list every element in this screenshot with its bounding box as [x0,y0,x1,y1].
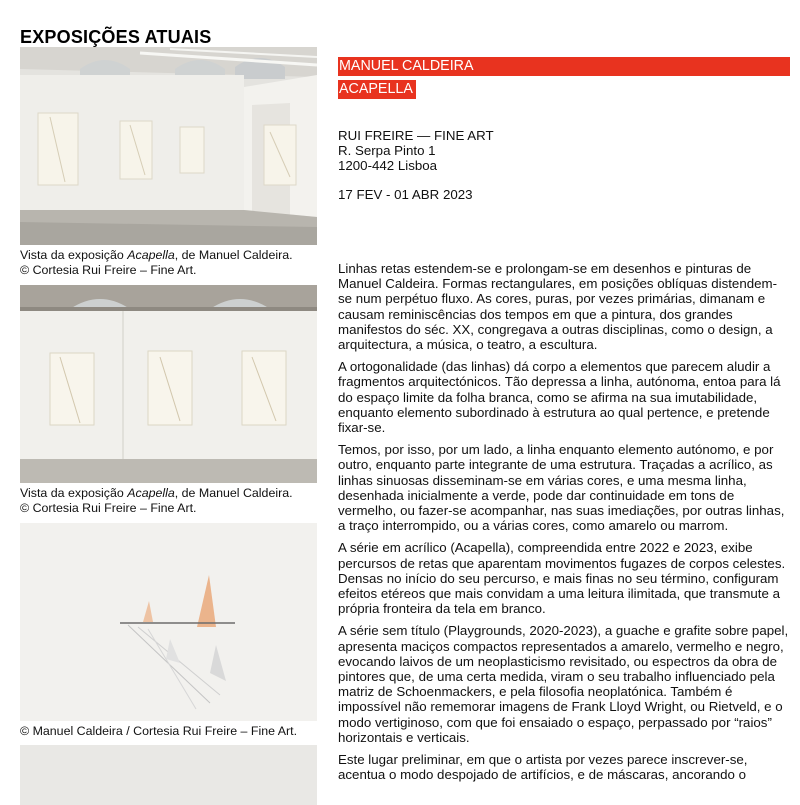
description-paragraph: Linhas retas estendem-se e prolongam-se em desenhos e pinturas de Manuel Caldeira. Formas rectangulares, em posições oblíquas distendem-se num perpétuo fluxo. As cores, puras, por vezes primárias, dimanam e causam reminiscências dos tempos em que a pintura, dos grandes manifestos do séc. XX, congregava a outras disciplinas, como o design, a arquitectura, a música, o teatro, a escultura. [338,261,778,353]
exhibition-details [338,57,790,790]
exhibition-photo-1 [20,47,317,278]
artist-name-tag[interactable]: MANUEL CALDEIRA [338,57,790,76]
artwork-photo-4[interactable] [20,745,317,805]
gallery-address [338,128,790,173]
gallery-view-image-1[interactable] [20,47,317,245]
photo-1-caption [20,248,317,278]
description-paragraph: Temos, por isso, por um lado, a linha enquanto elemento autónomo, e por outro, enquanto parte integrante de uma estrutura. Traçadas a acrílico, as linhas sinuosas disseminam-se em várias cores, e uma mesma linha, desenhada inicialmente a verde, pode dar continuidade em tons de vermelho, ou fazer-se acompanhar, nas suas imediações, por outras linhas, a traço interrompido, ou a várias cores, como amarelo ou marrom. [338,442,785,534]
gallery-city: 1200-442 Lisboa [338,158,438,173]
caption-title: Acapella [127,486,175,500]
image-column [20,47,317,805]
description-paragraph: A série em acrílico (Acapella), compreendida entre 2022 e 2023, exibe percursos de retas que aparentam movimentos fugazes de corpos celestes. Densas no início do seu percurso, e mais finas no seu término, configuram efeitos etéreos que mais convidam a uma leitura ilimitada, que transmute a própria fronteira da tela em branco. [338,540,786,617]
artwork-image-3[interactable] [20,523,317,721]
exhibition-dates: 17 FEV - 01 ABR 2023 [338,187,473,202]
exhibition-title-tag[interactable]: ACAPELLA [338,80,416,99]
caption-credit: © Cortesia Rui Freire – Fine Art. [20,501,197,515]
caption-text: Vista da exposição [20,486,128,500]
gallery-name: RUI FREIRE — FINE ART [338,128,494,143]
caption-text: Vista da exposição [20,248,128,262]
exhibition-photo-2 [20,285,317,516]
caption-text: , de Manuel Caldeira. [174,486,293,500]
description-paragraph: A série sem título (Playgrounds, 2020-2023), a guache e grafite sobre papel, apresenta maciços compactos representados a amarelo, vermelho e negro, evocando laivos de um neoplasticismo revisitado, ou espectros da obra de pintores que, de uma certa medida, viram o seu trabalho influenciado pela matriz de Schoenmackers, e pela filosofia neoplatónica. Também é impossível não rememorar imagens de Frank Lloyd Wright, ou Rietveld, e o modo vertiginoso, com que foi ensaiado o espaço, perpassado por “raios” horizontais e verticais. [338,623,789,745]
caption-credit: © Cortesia Rui Freire – Fine Art. [20,263,197,277]
photo-2-caption [20,486,317,516]
description-paragraph: Este lugar preliminar, em que o artista por vezes parece inscrever-se, acentua o modo despojado de artifícios, e de máscaras, ancorando o [338,752,748,783]
gallery-street: R. Serpa Pinto 1 [338,143,436,158]
caption-title: Acapella [127,248,175,262]
caption-text: , de Manuel Caldeira. [174,248,293,262]
photo-3-caption: © Manuel Caldeira / Cortesia Rui Freire – Fine Art. [20,724,298,738]
description-paragraph: A ortogonalidade (das linhas) dá corpo a elementos que parecem aludir a fragmentos arquitectónicos. Tão depressa a linha, autónoma, entoa para lá do espaço limite da folha branca, como se afirma na sua imutabilidade, enquanto elemento subordinado à estrutura ao qual pertence, e pretende fixar-se. [338,359,781,436]
artwork-photo-3 [20,523,317,739]
exhibition-description [338,261,790,783]
gallery-view-image-2[interactable] [20,285,317,483]
page-heading: EXPOSIÇÕES ATUAIS [20,27,212,47]
